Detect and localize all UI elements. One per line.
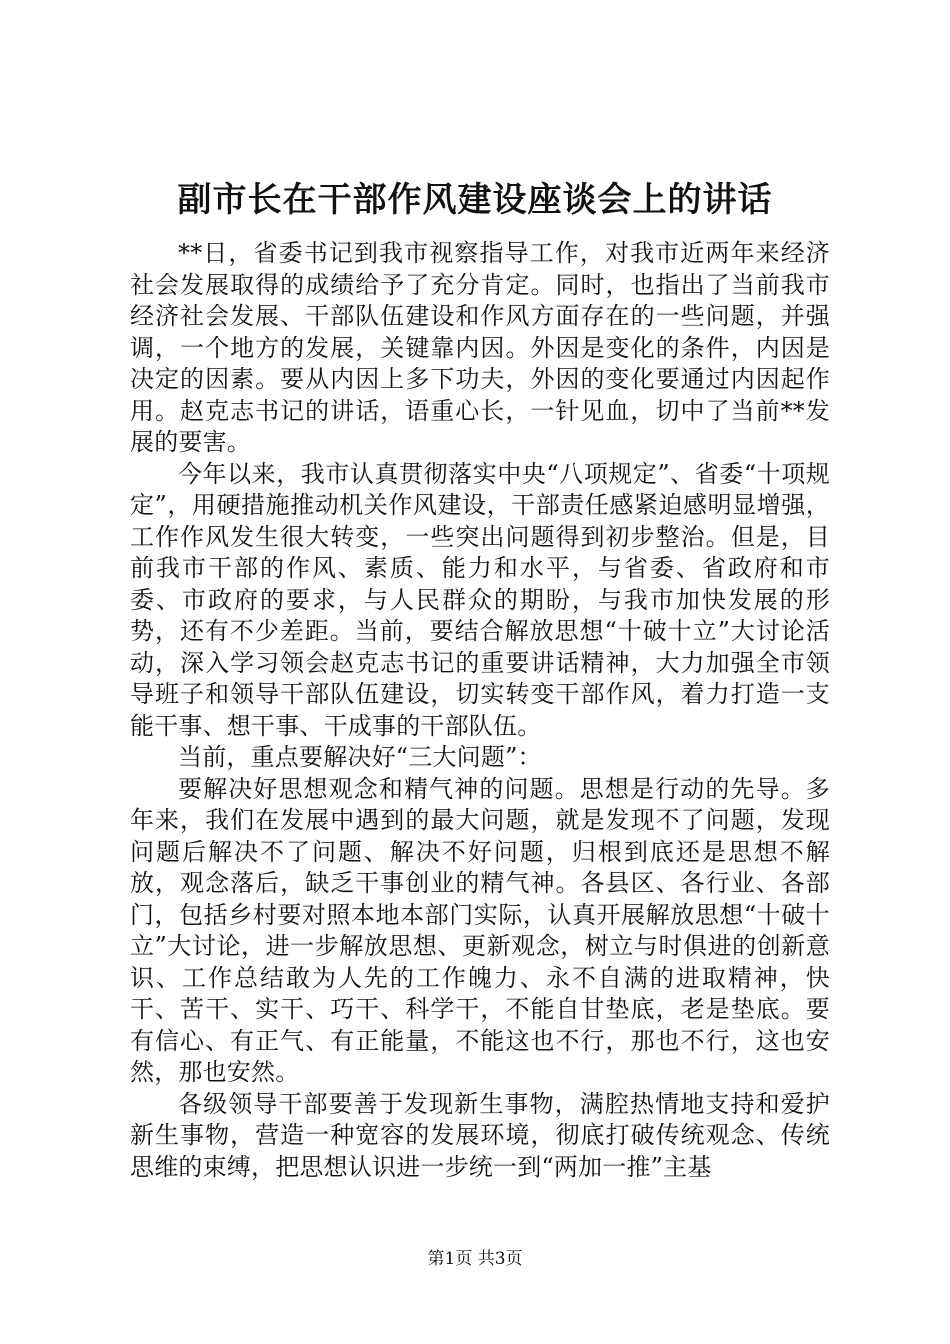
document-title: 副市长在干部作风建设座谈会上的讲话 bbox=[177, 180, 773, 220]
paragraph-1: **日，省委书记到我市视察指导工作，对我市近两年来经济社会发展取得的成绩给予了充分肯定。同时，也指出了当前我市经济社会发展、干部队伍建设和作风方面存在的一些问题，并强调，一个地方的发展，关键靠内因。外因是变化的条件，内因是决定的因素。要从内因上多下功夫，外因的变化要通过内因起作用。赵克志书记的讲话，语重心长，一针见血，切中了当前**发展的要害。 bbox=[130, 239, 830, 456]
paragraph-3: 当前，重点要解决好“三大问题”： bbox=[178, 743, 542, 771]
document-body bbox=[130, 238, 830, 1183]
paragraph-5: 各级领导干部要善于发现新生事物，满腔热情地支持和爱护新生事物，营造一种宽容的发展环境，彻底打破传统观念、传统思维的束缚，把思想认识进一步统一到“两加一推”主基 bbox=[130, 1089, 830, 1181]
paragraph-2: 今年以来，我市认真贯彻落实中央“八项规定”、省委“十项规定”，用硬措施推动机关作风建设，干部责任感紧迫感明显增强，工作作风发生很大转变，一些突出问题得到初步整治。但是，目前我市干部的作风、素质、能力和水平，与省委、省政府和市委、市政府的要求，与人民群众的期盼，与我市加快发展的形势，还有不少差距。当前，要结合解放思想“十破十立”大讨论活动，深入学习领会赵克志书记的重要讲话精神，大力加强全市领导班子和领导干部队伍建设，切实转变干部作风，着力打造一支能干事、想干事、干成事的干部队伍。 bbox=[130, 459, 830, 740]
paragraph-4: 要解决好思想观念和精气神的问题。思想是行动的先导。多年来，我们在发展中遇到的最大问题，就是发现不了问题，发现问题后解决不了问题、解决不好问题，归根到底还是思想不解放，观念落后，缺乏干事创业的精气神。各县区、各行业、各部门，包括乡村要对照本地本部门实际，认真开展解放思想“十破十立”大讨论，进一步解放思想、更新观念，树立与时俱进的创新意识、工作总结敢为人先的工作魄力、永不自满的进取精神，快干、苦干、实干、巧干、科学干，不能自甘垫底，老是垫底。要有信心、有正气、有正能量，不能这也不行，那也不行，这也安然，那也安然。 bbox=[130, 774, 830, 1086]
page-footer: 第1页 共3页 bbox=[427, 1249, 523, 1269]
